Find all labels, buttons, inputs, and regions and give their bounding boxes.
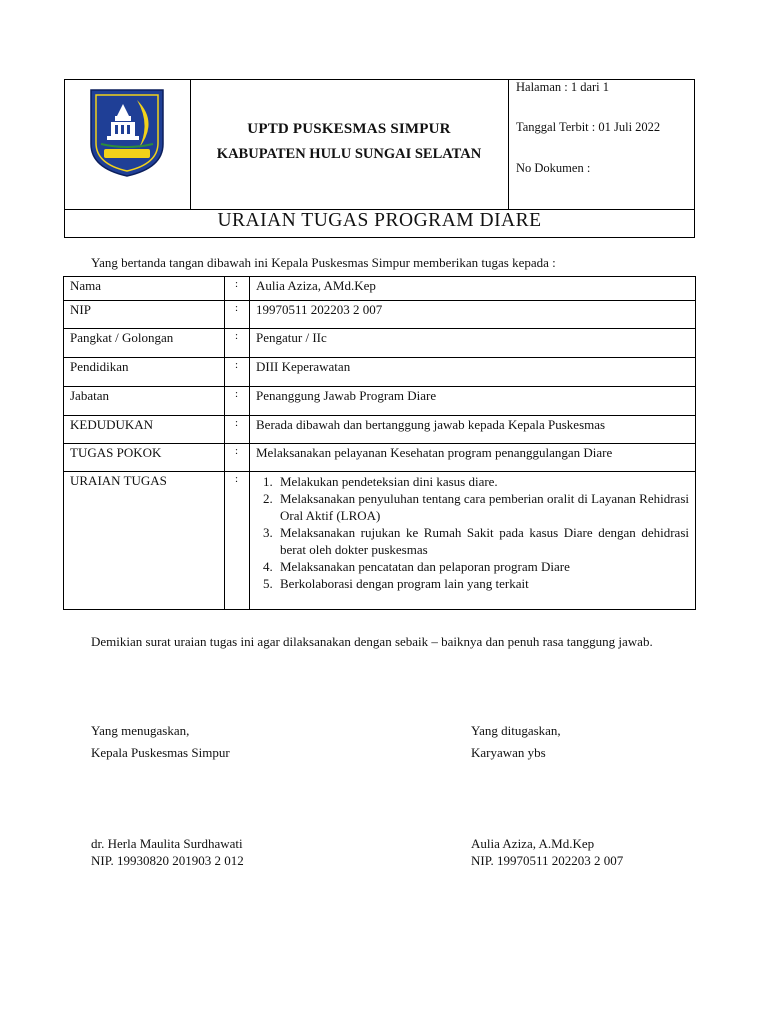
row-label: Pendidikan [64,358,225,387]
row-label: Jabatan [64,387,225,416]
assignee-position: Karyawan ybs [471,745,546,760]
row-value: Penanggung Jawab Program Diare [250,387,696,416]
table-row [64,277,696,301]
row-colon: : [225,358,250,387]
organization-name: UPTD PUSKESMAS SIMPUR [247,121,451,137]
page-info: Halaman : 1 dari 1 [516,80,610,94]
document-header [64,79,695,238]
closing-statement: Demikian surat uraian tugas ini agar dilaksanakan dengan sebaik – baiknya dan penuh rasa tanggung jawab. [91,634,653,649]
row-label: Nama [64,277,225,301]
list-item: 3. Melaksanakan rujukan ke Rumah Sakit pada kasus Diare dengan dehidrasi berat oleh dokter puskesmas [276,524,689,558]
row-label: KEDUDUKAN [64,416,225,444]
table-row [64,387,696,416]
row-value: DIII Keperawatan [250,358,696,387]
row-label: TUGAS POKOK [64,444,225,472]
row-colon: : [225,277,250,301]
intro-text: Yang bertanda tangan dibawah ini Kepala Puskesmas Simpur memberikan tugas kepada : [91,255,556,270]
assigner-name: dr. Herla Maulita Surdhawati [91,836,243,851]
row-value: Aulia Aziza, AMd.Kep [250,277,696,301]
row-colon: : [225,329,250,358]
row-value: 19970511 202203 2 007 [250,301,696,329]
row-colon: : [225,472,250,610]
table-row [64,329,696,358]
row-label: Pangkat / Golongan [64,329,225,358]
assignee-heading: Yang ditugaskan, [471,723,561,738]
table-row [64,301,696,329]
list-item: 1. Melakukan pendeteksian dini kasus diare. [276,473,689,490]
header-divider-right [508,80,509,209]
duties-list [256,473,689,592]
document-number: No Dokumen : [516,161,591,175]
table-row [64,472,696,610]
row-value: Melaksanakan pelayanan Kesehatan program penanggulangan Diare [250,444,696,472]
row-colon: : [225,301,250,329]
table-row [64,358,696,387]
table-row [64,416,696,444]
row-colon: : [225,416,250,444]
row-label: NIP [64,301,225,329]
district-name: KABUPATEN HULU SUNGAI SELATAN [216,146,482,162]
row-label: URAIAN TUGAS [64,472,225,610]
assigner-nip: NIP. 19930820 201903 2 012 [91,853,244,868]
row-value: Berada dibawah dan bertanggung jawab kepada Kepala Puskesmas [250,416,696,444]
list-item: 5. Berkolaborasi dengan program lain yang terkait [276,575,689,592]
issue-date: Tanggal Terbit : 01 Juli 2022 [516,120,661,134]
row-colon: : [225,444,250,472]
row-value: Pengatur / IIc [250,329,696,358]
document-title: URAIAN TUGAS PROGRAM DIARE [217,210,542,231]
assignee-name: Aulia Aziza, A.Md.Kep [471,836,595,851]
row-colon: : [225,387,250,416]
assigner-heading: Yang menugaskan, [91,723,190,738]
list-item: 4. Melaksanakan pencatatan dan pelaporan program Diare [276,558,689,575]
duties-cell [250,472,696,610]
assigner-position: Kepala Puskesmas Simpur [91,745,230,760]
district-logo-icon [87,86,167,178]
table-row [64,444,696,472]
assignment-table [63,276,696,610]
header-divider-left [190,80,191,209]
assignee-nip: NIP. 19970511 202203 2 007 [471,853,624,868]
list-item: 2. Melaksanakan penyuluhan tentang cara pemberian oralit di Layanan Rehidrasi Oral Aktif (LROA) [276,490,689,524]
